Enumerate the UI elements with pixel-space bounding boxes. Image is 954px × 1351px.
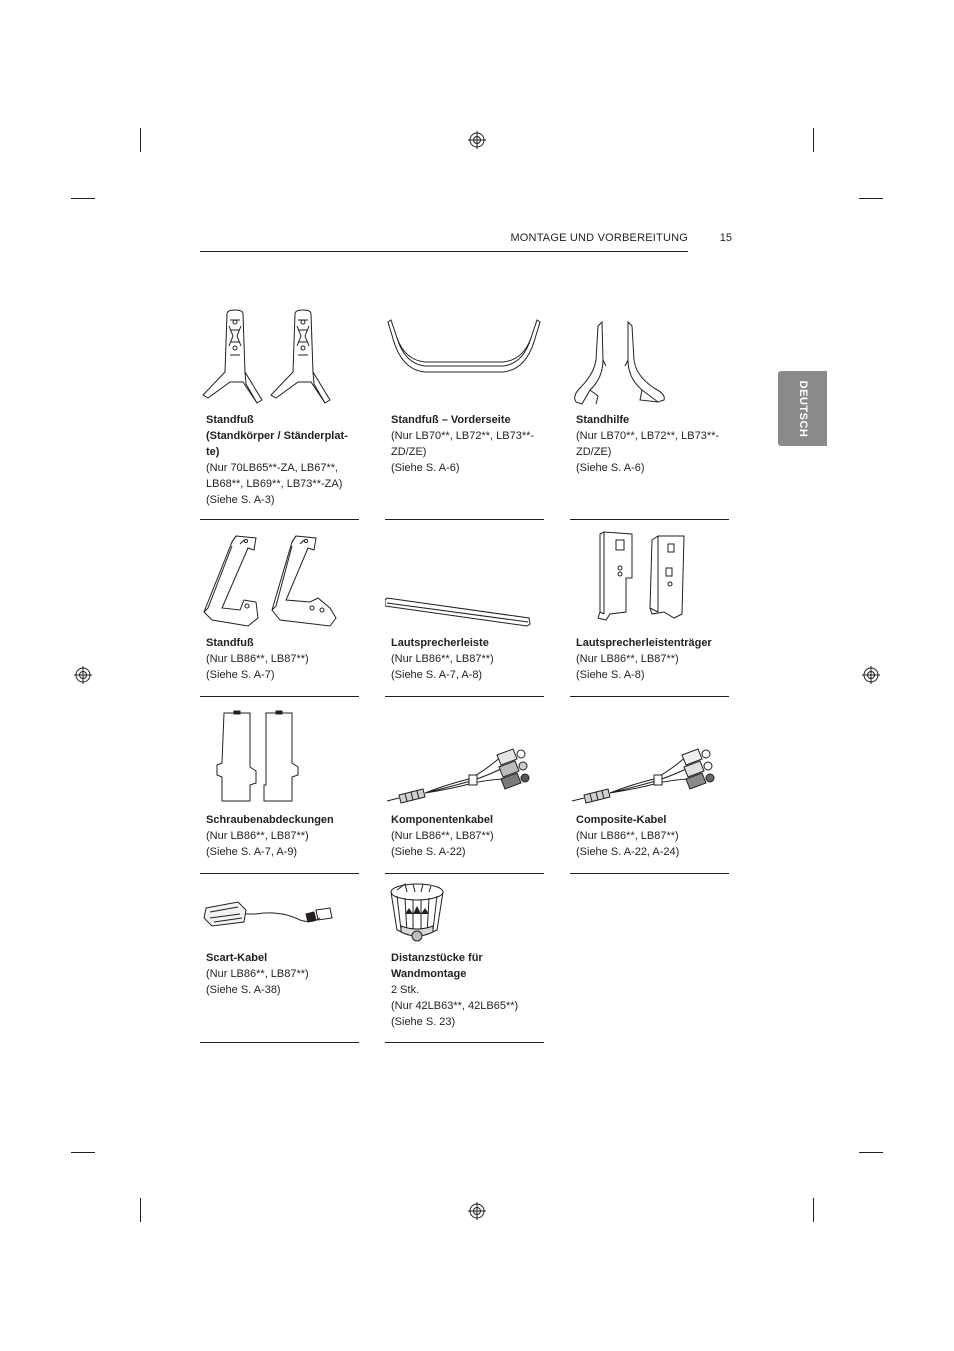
item-detail: (Siehe S. A-6) [391,462,460,474]
item-detail: (Siehe S. A-7, A-8) [391,669,483,681]
registration-mark-icon [468,131,486,149]
item-rule [200,1042,359,1043]
crop-mark [71,198,95,199]
page-number: 15 [719,232,732,244]
item-detail: (Siehe S. A-7, A-9) [206,846,298,858]
crop-mark [813,128,814,152]
item-detail: LB68**, LB69**, LB73**-ZA) [206,478,343,490]
item-rule [570,696,729,697]
item-name: Lautsprecherleiste [391,637,489,649]
item-composite-cable [570,705,729,875]
section-title: MONTAGE UND VORBEREITUNG [510,232,688,244]
item-name: Standfuß [206,637,254,649]
scart-cable-illustration [200,880,359,950]
item-rule [200,696,359,697]
item-detail: (Nur LB86**, LB87**) [206,830,309,842]
item-name: te) [206,446,220,458]
item-rule [385,519,544,520]
component-cable-illustration [385,705,544,813]
item-detail: 2 Stk. [391,984,420,996]
composite-cable-illustration [570,705,729,813]
item-name: Scart-Kabel [206,952,268,964]
item-detail: ZD/ZE) [576,446,612,458]
item-detail: (Siehe S. A-22, A-24) [576,846,680,858]
item-name: Standfuß [206,414,254,426]
stand-body-illustration [200,300,359,410]
item-detail: (Nur 70LB65**-ZA, LB67**, [206,462,339,474]
item-detail: (Siehe S. A-22) [391,846,466,858]
crop-mark [813,1198,814,1222]
header-rule [200,251,688,252]
speaker-bar-illustration [385,528,544,636]
item-screw-covers [200,705,359,875]
item-detail: (Nur LB86**, LB87**) [576,830,679,842]
item-stand-body [200,300,359,520]
item-name: Standhilfe [576,414,630,426]
item-rule [385,1042,544,1043]
item-detail: (Nur LB86**, LB87**) [206,968,309,980]
item-name: Wandmontage [391,968,467,980]
item-detail: (Siehe S. A-7) [206,669,275,681]
item-detail: (Nur LB86**, LB87**) [391,653,494,665]
item-speaker-bar [385,528,544,698]
item-detail: (Nur LB70**, LB72**, LB73**- [576,430,720,442]
item-component-cable [385,705,544,875]
registration-mark-icon [862,666,880,684]
wall-spacer-illustration [385,880,544,950]
crop-mark [859,1152,883,1153]
item-stand [200,528,359,698]
stand-guide-illustration [570,300,729,410]
language-tab [778,371,827,446]
item-name: Composite-Kabel [576,814,667,826]
crop-mark [140,1198,141,1222]
item-detail: (Nur 42LB63**, 42LB65**) [391,1000,519,1012]
item-detail: (Siehe S. A-38) [206,984,281,996]
speaker-bar-holder-illustration [570,528,729,636]
item-detail: (Nur LB86**, LB87**) [206,653,309,665]
item-name: Distanzstücke für [391,952,483,964]
item-rule [570,519,729,520]
item-detail: (Nur LB86**, LB87**) [391,830,494,842]
item-stand-front [385,300,544,520]
item-rule [200,873,359,874]
item-rule [570,873,729,874]
item-scart-cable [200,880,359,1045]
stand-front-illustration [385,300,544,410]
item-speaker-bar-holder [570,528,729,698]
crop-mark [859,198,883,199]
item-rule [385,873,544,874]
item-detail: ZD/ZE) [391,446,427,458]
item-name: Standfuß – Vorderseite [391,414,511,426]
item-wall-spacers [385,880,544,1045]
registration-mark-icon [74,666,92,684]
item-detail: (Siehe S. 23) [391,1016,456,1028]
item-stand-guide [570,300,729,520]
item-rule [385,696,544,697]
item-detail: (Siehe S. A-3) [206,494,275,506]
item-detail: (Siehe S. A-6) [576,462,645,474]
registration-mark-icon [468,1202,486,1220]
stand-illustration [200,528,359,636]
language-tab-label: DEUTSCH [796,380,809,437]
item-name: Komponentenkabel [391,814,494,826]
item-rule [200,519,359,520]
item-detail: (Nur LB70**, LB72**, LB73**- [391,430,535,442]
screw-covers-illustration [200,705,359,813]
item-detail: (Siehe S. A-8) [576,669,645,681]
item-name: (Standkörper / Ständerplat- [206,430,348,442]
item-name: Lautsprecherleistenträger [576,637,712,649]
crop-mark [140,128,141,152]
item-detail: (Nur LB86**, LB87**) [576,653,679,665]
crop-mark [71,1152,95,1153]
item-name: Schraubenabdeckungen [206,814,334,826]
